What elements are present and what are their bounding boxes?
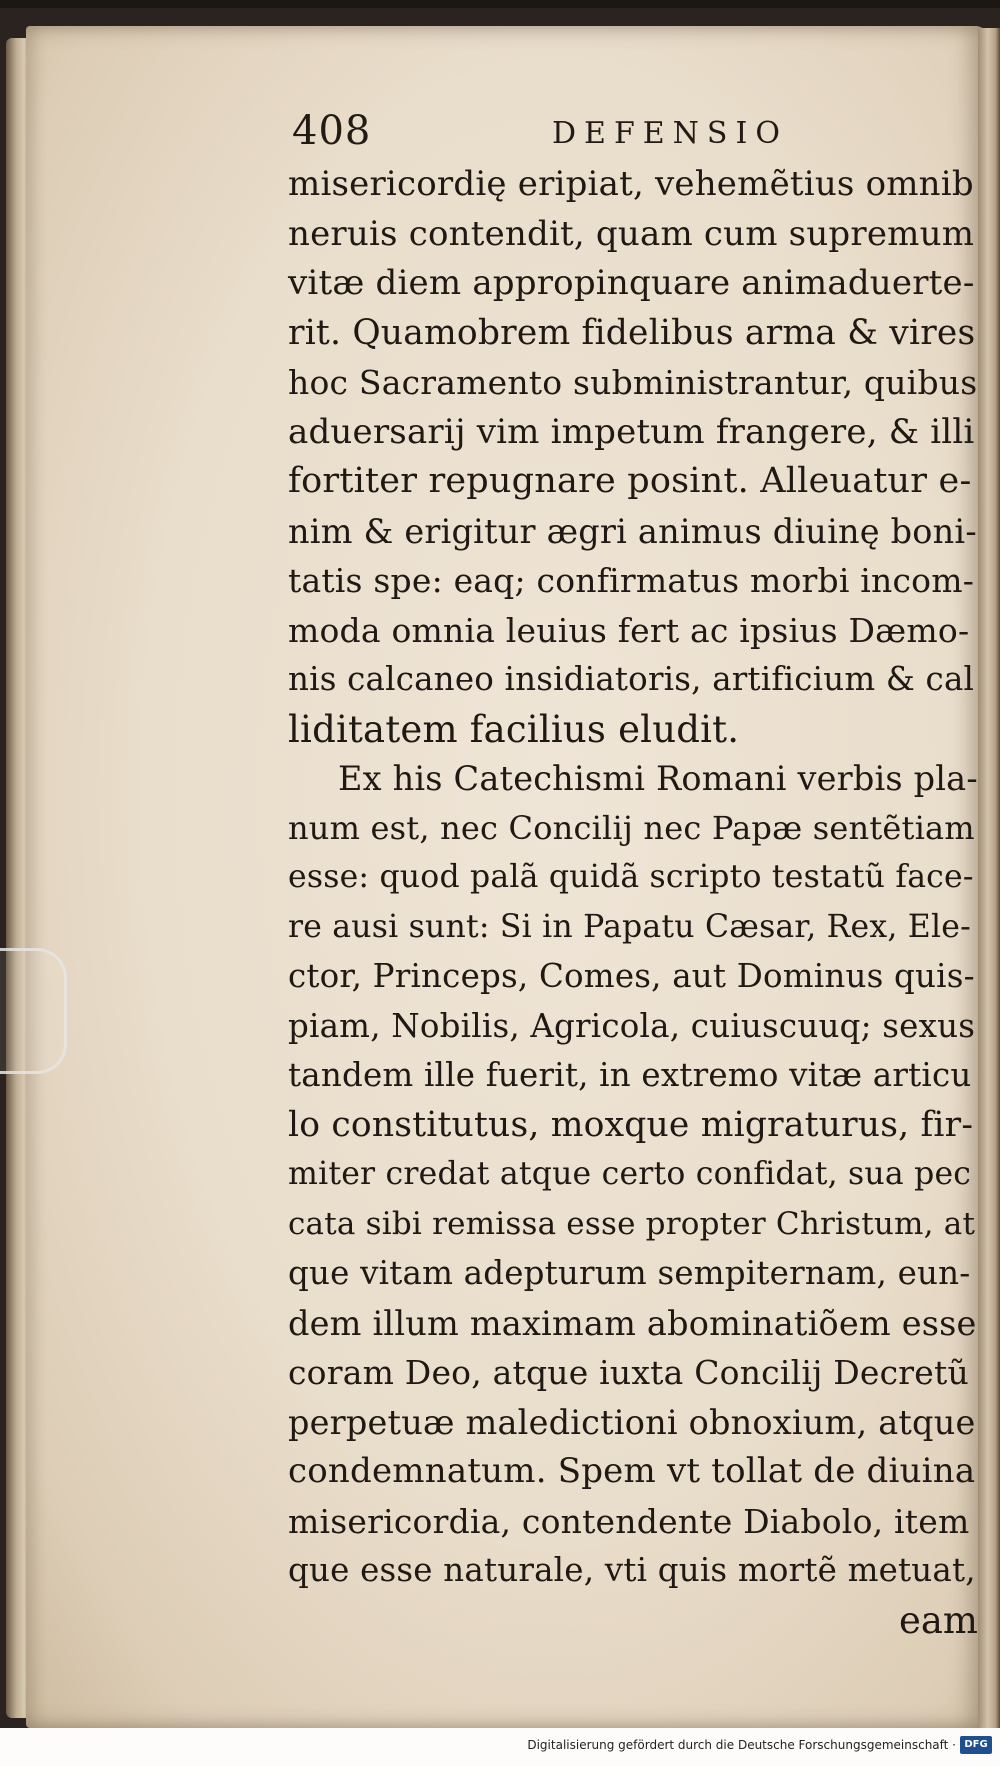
text-line: aduersarij vim impetum frangere, & illi bbox=[288, 411, 975, 452]
text-line: lo constitutus, moxque migraturus, fir- bbox=[288, 1104, 974, 1145]
right-page-edges bbox=[978, 28, 1000, 1728]
text-line: liditatem facilius eludit. bbox=[288, 707, 740, 751]
text-line: cata sibi remissa esse propter Christum, at bbox=[288, 1205, 976, 1242]
page-header bbox=[292, 108, 912, 158]
text-line: que esse naturale, vti quis mortẽ metuat, bbox=[288, 1551, 976, 1589]
page-clip bbox=[0, 948, 67, 1074]
text-line: misericordia, contendente Diabolo, item bbox=[288, 1501, 970, 1541]
text-line: moda omnia leuius fert ac ipsius Dæmo- bbox=[288, 610, 970, 650]
text-line: dem illum maximam abominatiõem esse bbox=[288, 1303, 977, 1343]
footer-bar bbox=[0, 1728, 1000, 1766]
text-line: miter credat atque certo confidat, sua pec bbox=[288, 1156, 972, 1192]
text-line: hoc Sacramento subministrantur, quibus bbox=[288, 363, 978, 402]
page-number: 408 bbox=[292, 108, 372, 154]
text-line: misericordię eripiat, vehemẽtius omnib bbox=[288, 164, 974, 204]
text-line: perpetuæ maledictioni obnoxium, atque bbox=[288, 1402, 976, 1442]
body-text bbox=[288, 160, 978, 1646]
text-line: nis calcaneo insidiatoris, artificium & cal bbox=[288, 660, 975, 698]
text-line: tatis spe: eaq; confirmatus morbi incom- bbox=[288, 561, 975, 600]
catchword: eam bbox=[898, 1598, 978, 1642]
text-line: piam, Nobilis, Agricola, cuiuscuuq; sexus bbox=[288, 1006, 976, 1045]
text-line: fortiter repugnare posint. Alleuatur e- bbox=[288, 461, 972, 501]
text-line: neruis contendit, quam cum supremum bbox=[288, 213, 975, 254]
text-line: nim & erigitur ægri animus diuinę boni- bbox=[288, 511, 977, 551]
digitization-credit: Digitalisierung gefördert durch die Deutsche Forschungsgemeinschaft · bbox=[527, 1738, 956, 1752]
text-line: coram Deo, atque iuxta Concilij Decretũ bbox=[288, 1353, 969, 1392]
text-line: re ausi sunt: Si in Papatu Cæsar, Rex, Ele- bbox=[288, 908, 971, 945]
text-line: esse: quod palã quidã scripto testatũ face- bbox=[288, 859, 974, 895]
text-line: ctor, Princeps, Comes, aut Dominus quis- bbox=[288, 957, 975, 995]
text-line: rit. Quamobrem fidelibus arma & vires bbox=[288, 312, 976, 353]
text-line: num est, nec Concilij nec Papæ sentẽtiam bbox=[288, 808, 975, 847]
text-line: que vitam adepturum sempiternam, eun- bbox=[288, 1254, 971, 1292]
dfg-logo-icon: DFG bbox=[960, 1736, 992, 1754]
text-line: condemnatum. Spem vt tollat de diuina bbox=[288, 1451, 976, 1491]
paragraph-start-line: Ex his Catechismi Romani verbis pla- bbox=[338, 759, 978, 798]
text-line: vitæ diem appropinquare animaduerte- bbox=[288, 263, 975, 303]
text-line: tandem ille fuerit, in extremo vitæ articu bbox=[288, 1056, 972, 1094]
running-title: DEFENSIO bbox=[552, 116, 788, 151]
